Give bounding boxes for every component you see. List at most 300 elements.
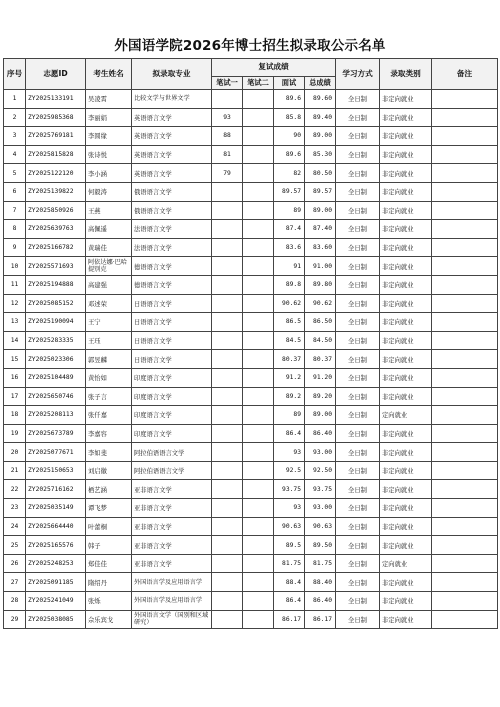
cell-total: 90.63 <box>305 517 336 536</box>
cell-written1 <box>212 406 243 425</box>
cell-note <box>432 350 498 369</box>
document-title: 外国语学院2026年博士招生拟录取公示名单 <box>114 38 386 54</box>
cell-note <box>432 90 498 109</box>
cell-mode: 全日制 <box>336 127 380 146</box>
cell-category: 非定向就业 <box>380 275 432 294</box>
cell-written2 <box>243 387 274 406</box>
cell-no: 18 <box>4 406 26 425</box>
cell-major: 亚非语言文学 <box>132 517 212 536</box>
cell-total: 89.57 <box>305 182 336 201</box>
table-row <box>4 424 498 443</box>
cell-category: 非定向就业 <box>380 238 432 257</box>
cell-written2 <box>243 610 274 629</box>
cell-written2 <box>243 480 274 499</box>
cell-name: 李丽娟 <box>86 108 132 127</box>
cell-mode: 全日制 <box>336 238 380 257</box>
cell-mode: 全日制 <box>336 294 380 313</box>
cell-written1 <box>212 517 243 536</box>
table-row <box>4 257 498 276</box>
table-row <box>4 610 498 629</box>
cell-name: 高佩遥 <box>86 220 132 239</box>
cell-major: 印度语言文学 <box>132 406 212 425</box>
cell-written1 <box>212 331 243 350</box>
cell-total: 89.80 <box>305 275 336 294</box>
cell-interview: 91 <box>274 257 305 276</box>
cell-category: 非定向就业 <box>380 592 432 611</box>
cell-note <box>432 127 498 146</box>
cell-interview: 89.8 <box>274 275 305 294</box>
cell-no: 15 <box>4 350 26 369</box>
cell-total: 84.50 <box>305 331 336 350</box>
cell-interview: 81.75 <box>274 554 305 573</box>
cell-written1 <box>212 368 243 387</box>
cell-written1 <box>212 443 243 462</box>
cell-category: 非定向就业 <box>380 368 432 387</box>
cell-major: 亚非语言文学 <box>132 499 212 518</box>
cell-no: 26 <box>4 554 26 573</box>
cell-written2 <box>243 368 274 387</box>
cell-mode: 全日制 <box>336 145 380 164</box>
cell-written2 <box>243 90 274 109</box>
cell-major: 印度语言文学 <box>132 424 212 443</box>
cell-no: 13 <box>4 313 26 332</box>
cell-category: 非定向就业 <box>380 443 432 462</box>
table-row <box>4 127 498 146</box>
cell-name: 李如斐 <box>86 443 132 462</box>
cell-written2 <box>243 331 274 350</box>
cell-name: 王珏 <box>86 331 132 350</box>
table-row <box>4 275 498 294</box>
cell-interview: 86.4 <box>274 424 305 443</box>
cell-no: 7 <box>4 201 26 220</box>
cell-major: 阿拉伯语语言文学 <box>132 443 212 462</box>
cell-name: 王燕 <box>86 201 132 220</box>
cell-mode: 全日制 <box>336 443 380 462</box>
cell-written1 <box>212 201 243 220</box>
cell-id: ZY2025023306 <box>26 350 86 369</box>
cell-major: 日语语言文学 <box>132 313 212 332</box>
cell-id: ZY2025716162 <box>26 480 86 499</box>
cell-no: 8 <box>4 220 26 239</box>
cell-id: ZY2025673789 <box>26 424 86 443</box>
cell-written2 <box>243 573 274 592</box>
header-written2: 笔试二 <box>243 77 274 90</box>
cell-mode: 全日制 <box>336 182 380 201</box>
cell-category: 定向就业 <box>380 554 432 573</box>
cell-id: ZY2025248253 <box>26 554 86 573</box>
cell-no: 28 <box>4 592 26 611</box>
cell-mode: 全日制 <box>336 313 380 332</box>
cell-written2 <box>243 536 274 555</box>
cell-written1: 88 <box>212 127 243 146</box>
cell-major: 英语语言文学 <box>132 164 212 183</box>
cell-written1: 81 <box>212 145 243 164</box>
cell-written2 <box>243 275 274 294</box>
cell-interview: 89.6 <box>274 90 305 109</box>
cell-interview: 86.5 <box>274 313 305 332</box>
header-note: 备注 <box>432 59 498 90</box>
cell-written2 <box>243 461 274 480</box>
cell-category: 非定向就业 <box>380 164 432 183</box>
cell-id: ZY2025139822 <box>26 182 86 201</box>
table-row <box>4 220 498 239</box>
cell-interview: 89.2 <box>274 387 305 406</box>
cell-id: ZY2025241049 <box>26 592 86 611</box>
cell-total: 86.40 <box>305 592 336 611</box>
cell-category: 非定向就业 <box>380 350 432 369</box>
cell-no: 4 <box>4 145 26 164</box>
cell-note <box>432 164 498 183</box>
cell-category: 非定向就业 <box>380 257 432 276</box>
cell-written1: 79 <box>212 164 243 183</box>
cell-id: ZY2025077671 <box>26 443 86 462</box>
cell-written1 <box>212 554 243 573</box>
cell-major: 亚非语言文学 <box>132 554 212 573</box>
cell-mode: 全日制 <box>336 220 380 239</box>
cell-written1 <box>212 275 243 294</box>
cell-interview: 85.8 <box>274 108 305 127</box>
cell-mode: 全日制 <box>336 480 380 499</box>
cell-interview: 86.4 <box>274 592 305 611</box>
cell-name: 张烁 <box>86 592 132 611</box>
cell-interview: 89.6 <box>274 145 305 164</box>
cell-written2 <box>243 220 274 239</box>
cell-total: 88.40 <box>305 573 336 592</box>
table-body <box>4 90 498 629</box>
cell-mode: 全日制 <box>336 573 380 592</box>
cell-mode: 全日制 <box>336 108 380 127</box>
cell-id: ZY2025208113 <box>26 406 86 425</box>
cell-category: 非定向就业 <box>380 499 432 518</box>
cell-major: 日语语言文学 <box>132 331 212 350</box>
cell-major: 日语语言文学 <box>132 350 212 369</box>
cell-name: 何毅涛 <box>86 182 132 201</box>
cell-name: 韩子 <box>86 536 132 555</box>
cell-note <box>432 573 498 592</box>
cell-note <box>432 480 498 499</box>
cell-note <box>432 536 498 555</box>
cell-total: 90.62 <box>305 294 336 313</box>
cell-name: 刘启徽 <box>86 461 132 480</box>
cell-written2 <box>243 443 274 462</box>
cell-note <box>432 145 498 164</box>
cell-name: 阿依达娜·巴哈提别克 <box>86 257 132 276</box>
cell-written2 <box>243 164 274 183</box>
cell-total: 81.75 <box>305 554 336 573</box>
cell-name: 叶蕾桐 <box>86 517 132 536</box>
cell-id: ZY2025815828 <box>26 145 86 164</box>
cell-note <box>432 387 498 406</box>
cell-id: ZY2025769181 <box>26 127 86 146</box>
cell-interview: 93.75 <box>274 480 305 499</box>
cell-id: ZY2025639763 <box>26 220 86 239</box>
header-retest: 复试成绩 <box>212 59 336 77</box>
cell-total: 89.00 <box>305 201 336 220</box>
cell-total: 85.30 <box>305 145 336 164</box>
cell-mode: 全日制 <box>336 536 380 555</box>
cell-written2 <box>243 350 274 369</box>
cell-note <box>432 424 498 443</box>
cell-category: 非定向就业 <box>380 127 432 146</box>
cell-note <box>432 108 498 127</box>
cell-interview: 80.37 <box>274 350 305 369</box>
cell-no: 1 <box>4 90 26 109</box>
cell-name: 栖艺涵 <box>86 480 132 499</box>
cell-major: 俄语语言文学 <box>132 201 212 220</box>
cell-written2 <box>243 127 274 146</box>
cell-interview: 84.5 <box>274 331 305 350</box>
table-row <box>4 201 498 220</box>
cell-major: 英语语言文学 <box>132 108 212 127</box>
cell-note <box>432 257 498 276</box>
cell-category: 非定向就业 <box>380 461 432 480</box>
cell-category: 非定向就业 <box>380 220 432 239</box>
cell-note <box>432 331 498 350</box>
table-row <box>4 90 498 109</box>
cell-note <box>432 592 498 611</box>
cell-written1 <box>212 461 243 480</box>
cell-name: 吴凌霄 <box>86 90 132 109</box>
cell-no: 21 <box>4 461 26 480</box>
header-category: 录取类别 <box>380 59 432 90</box>
cell-major: 比较文学与世界文学 <box>132 90 212 109</box>
cell-mode: 全日制 <box>336 331 380 350</box>
cell-written1 <box>212 313 243 332</box>
cell-written1: 93 <box>212 108 243 127</box>
cell-no: 2 <box>4 108 26 127</box>
cell-id: ZY2025122120 <box>26 164 86 183</box>
cell-interview: 90.62 <box>274 294 305 313</box>
cell-major: 德语语言文学 <box>132 257 212 276</box>
cell-id: ZY2025035149 <box>26 499 86 518</box>
cell-total: 93.00 <box>305 499 336 518</box>
cell-mode: 全日制 <box>336 610 380 629</box>
table-row <box>4 164 498 183</box>
cell-mode: 全日制 <box>336 350 380 369</box>
table-row <box>4 461 498 480</box>
cell-name: 谭飞梦 <box>86 499 132 518</box>
cell-interview: 82 <box>274 164 305 183</box>
cell-interview: 93 <box>274 443 305 462</box>
cell-category: 非定向就业 <box>380 573 432 592</box>
table-row <box>4 480 498 499</box>
cell-category: 非定向就业 <box>380 90 432 109</box>
cell-mode: 全日制 <box>336 517 380 536</box>
cell-written1 <box>212 536 243 555</box>
cell-total: 86.50 <box>305 313 336 332</box>
cell-id: ZY2025650746 <box>26 387 86 406</box>
cell-name: 黄瑞佳 <box>86 238 132 257</box>
table-row <box>4 592 498 611</box>
table-row <box>4 350 498 369</box>
cell-written1 <box>212 238 243 257</box>
cell-interview: 89 <box>274 201 305 220</box>
cell-note <box>432 294 498 313</box>
cell-mode: 全日制 <box>336 461 380 480</box>
cell-total: 91.20 <box>305 368 336 387</box>
cell-major: 德语语言文学 <box>132 275 212 294</box>
cell-no: 22 <box>4 480 26 499</box>
cell-no: 16 <box>4 368 26 387</box>
cell-no: 20 <box>4 443 26 462</box>
cell-category: 非定向就业 <box>380 610 432 629</box>
cell-major: 亚非语言文学 <box>132 480 212 499</box>
cell-category: 非定向就业 <box>380 182 432 201</box>
table-row <box>4 368 498 387</box>
cell-mode: 全日制 <box>336 554 380 573</box>
cell-total: 80.37 <box>305 350 336 369</box>
cell-total: 83.60 <box>305 238 336 257</box>
cell-id: ZY2025150653 <box>26 461 86 480</box>
cell-interview: 93 <box>274 499 305 518</box>
cell-id: ZY2025165576 <box>26 536 86 555</box>
table-row <box>4 238 498 257</box>
cell-total: 89.60 <box>305 90 336 109</box>
cell-total: 89.50 <box>305 536 336 555</box>
cell-total: 89.20 <box>305 387 336 406</box>
table-row <box>4 573 498 592</box>
header-id: 志愿ID <box>26 59 86 90</box>
header-written1: 笔试一 <box>212 77 243 90</box>
cell-interview: 88.4 <box>274 573 305 592</box>
cell-written2 <box>243 257 274 276</box>
cell-written1 <box>212 294 243 313</box>
cell-id: ZY2025664440 <box>26 517 86 536</box>
cell-total: 93.75 <box>305 480 336 499</box>
cell-written1 <box>212 182 243 201</box>
cell-id: ZY2025104489 <box>26 368 86 387</box>
cell-name: 佘乐宾戈 <box>86 610 132 629</box>
cell-written2 <box>243 406 274 425</box>
cell-written2 <box>243 145 274 164</box>
cell-written2 <box>243 313 274 332</box>
cell-id: ZY2025283335 <box>26 331 86 350</box>
table-row <box>4 387 498 406</box>
cell-note <box>432 461 498 480</box>
cell-written2 <box>243 554 274 573</box>
cell-id: ZY2025985368 <box>26 108 86 127</box>
cell-name: 李嘉容 <box>86 424 132 443</box>
cell-no: 5 <box>4 164 26 183</box>
cell-no: 10 <box>4 257 26 276</box>
cell-major: 法语语言文学 <box>132 238 212 257</box>
cell-major: 法语语言文学 <box>132 220 212 239</box>
table-row <box>4 536 498 555</box>
cell-note <box>432 406 498 425</box>
cell-no: 3 <box>4 127 26 146</box>
cell-total: 87.40 <box>305 220 336 239</box>
cell-written2 <box>243 238 274 257</box>
cell-total: 86.17 <box>305 610 336 629</box>
cell-category: 非定向就业 <box>380 480 432 499</box>
cell-mode: 全日制 <box>336 164 380 183</box>
cell-no: 11 <box>4 275 26 294</box>
cell-id: ZY2025038085 <box>26 610 86 629</box>
cell-total: 93.00 <box>305 443 336 462</box>
cell-id: ZY2025085152 <box>26 294 86 313</box>
table-row <box>4 499 498 518</box>
cell-name: 张仟嘉 <box>86 406 132 425</box>
cell-interview: 83.6 <box>274 238 305 257</box>
cell-written1 <box>212 480 243 499</box>
cell-interview: 89.57 <box>274 182 305 201</box>
cell-mode: 全日制 <box>336 257 380 276</box>
cell-major: 英语语言文学 <box>132 127 212 146</box>
cell-major: 印度语言文学 <box>132 387 212 406</box>
cell-major: 亚非语言文学 <box>132 536 212 555</box>
cell-written1 <box>212 220 243 239</box>
cell-note <box>432 313 498 332</box>
cell-category: 非定向就业 <box>380 517 432 536</box>
cell-major: 日语语言文学 <box>132 294 212 313</box>
cell-interview: 86.17 <box>274 610 305 629</box>
cell-written1 <box>212 387 243 406</box>
table-row <box>4 554 498 573</box>
cell-mode: 全日制 <box>336 90 380 109</box>
cell-category: 非定向就业 <box>380 331 432 350</box>
cell-total: 80.50 <box>305 164 336 183</box>
cell-major: 阿拉伯语语言文学 <box>132 461 212 480</box>
cell-major: 外国语言学及应用语言学 <box>132 573 212 592</box>
cell-total: 91.00 <box>305 257 336 276</box>
cell-note <box>432 517 498 536</box>
cell-note <box>432 443 498 462</box>
cell-written2 <box>243 201 274 220</box>
cell-category: 非定向就业 <box>380 108 432 127</box>
cell-name: 邓述荣 <box>86 294 132 313</box>
table-row <box>4 517 498 536</box>
table-row <box>4 108 498 127</box>
header-name: 考生姓名 <box>86 59 132 90</box>
cell-id: ZY2025850926 <box>26 201 86 220</box>
cell-category: 非定向就业 <box>380 313 432 332</box>
cell-written1 <box>212 573 243 592</box>
table-row <box>4 182 498 201</box>
cell-major: 外国语言文学（国别和区域研究） <box>132 610 212 629</box>
cell-note <box>432 238 498 257</box>
cell-no: 19 <box>4 424 26 443</box>
cell-total: 89.00 <box>305 127 336 146</box>
header-total: 总成绩 <box>305 77 336 90</box>
admission-table <box>3 58 498 629</box>
cell-mode: 全日制 <box>336 368 380 387</box>
cell-note <box>432 610 498 629</box>
cell-major: 俄语语言文学 <box>132 182 212 201</box>
cell-no: 29 <box>4 610 26 629</box>
cell-interview: 89.5 <box>274 536 305 555</box>
cell-mode: 全日制 <box>336 424 380 443</box>
cell-note <box>432 275 498 294</box>
cell-id: ZY2025194888 <box>26 275 86 294</box>
cell-mode: 全日制 <box>336 275 380 294</box>
cell-no: 17 <box>4 387 26 406</box>
header-major: 拟录取专业 <box>132 59 212 90</box>
cell-interview: 90.63 <box>274 517 305 536</box>
cell-note <box>432 368 498 387</box>
cell-id: ZY2025133191 <box>26 90 86 109</box>
cell-written2 <box>243 517 274 536</box>
cell-interview: 89 <box>274 406 305 425</box>
cell-name: 李圆缘 <box>86 127 132 146</box>
cell-written1 <box>212 424 243 443</box>
table-row <box>4 443 498 462</box>
cell-total: 89.00 <box>305 406 336 425</box>
cell-no: 9 <box>4 238 26 257</box>
cell-category: 非定向就业 <box>380 201 432 220</box>
cell-id: ZY2025571693 <box>26 257 86 276</box>
cell-interview: 91.2 <box>274 368 305 387</box>
cell-mode: 全日制 <box>336 406 380 425</box>
